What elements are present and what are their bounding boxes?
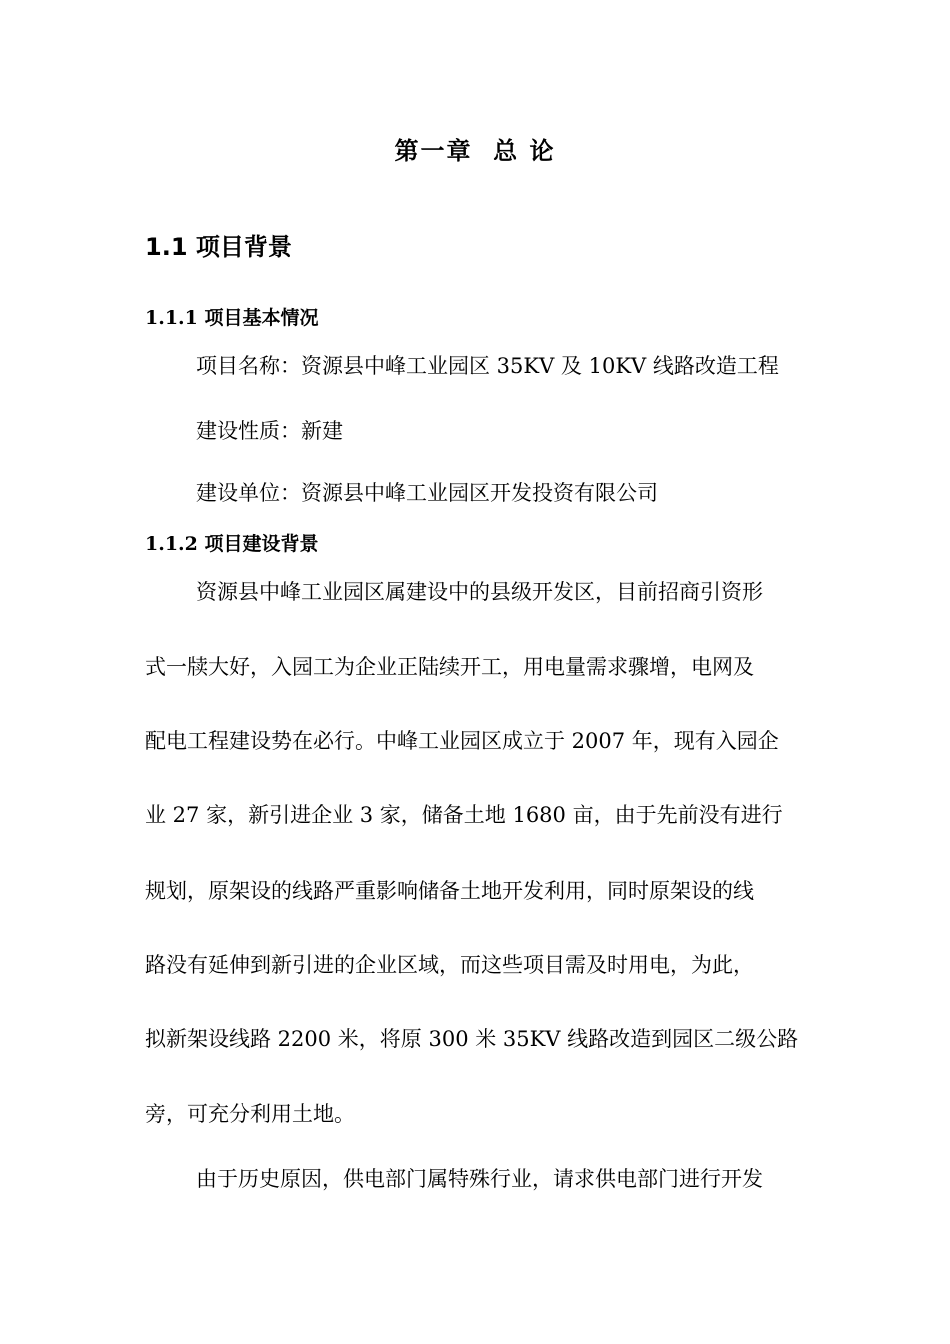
paragraph-line: 配电工程建设势在必行。中峰工业园区成立于 2007 年，现有入园企 xyxy=(145,729,779,753)
construction-nature-line: 建设性质：新建 xyxy=(196,419,343,443)
paragraph-line: 路没有延伸到新引进的企业区域，而这些项目需及时用电，为此， xyxy=(145,953,754,977)
paragraph-line: 由于历史原因，供电部门属特殊行业，请求供电部门进行开发 xyxy=(196,1167,763,1191)
subsection-heading-basic-info: 1.1.1 项目基本情况 xyxy=(145,307,319,329)
paragraph-line: 式一牍大好，入园工为企业正陆续开工，用电量需求骤增，电网及 xyxy=(145,655,754,679)
construction-unit-line: 建设单位：资源县中峰工业园区开发投资有限公司 xyxy=(196,481,658,505)
chapter-title: 第一章 总 论 xyxy=(394,136,556,165)
paragraph-line: 规划，原架设的线路严重影响储备土地开发利用，同时原架设的线 xyxy=(145,879,754,903)
paragraph-line: 资源县中峰工业园区属建设中的县级开发区，目前招商引资形 xyxy=(196,580,763,604)
project-name-line: 项目名称：资源县中峰工业园区 35KV 及 10KV 线路改造工程 xyxy=(196,354,779,378)
section-heading: 1.1 项目背景 xyxy=(145,233,292,261)
paragraph-line: 业 27 家，新引进企业 3 家，储备土地 1680 亩，由于先前没有进行 xyxy=(145,803,783,827)
paragraph-line: 旁，可充分利用土地。 xyxy=(145,1102,355,1126)
paragraph-line: 拟新架设线路 2200 米，将原 300 米 35KV 线路改造到园区二级公路 xyxy=(145,1027,799,1051)
subsection-heading-background: 1.1.2 项目建设背景 xyxy=(145,533,319,555)
